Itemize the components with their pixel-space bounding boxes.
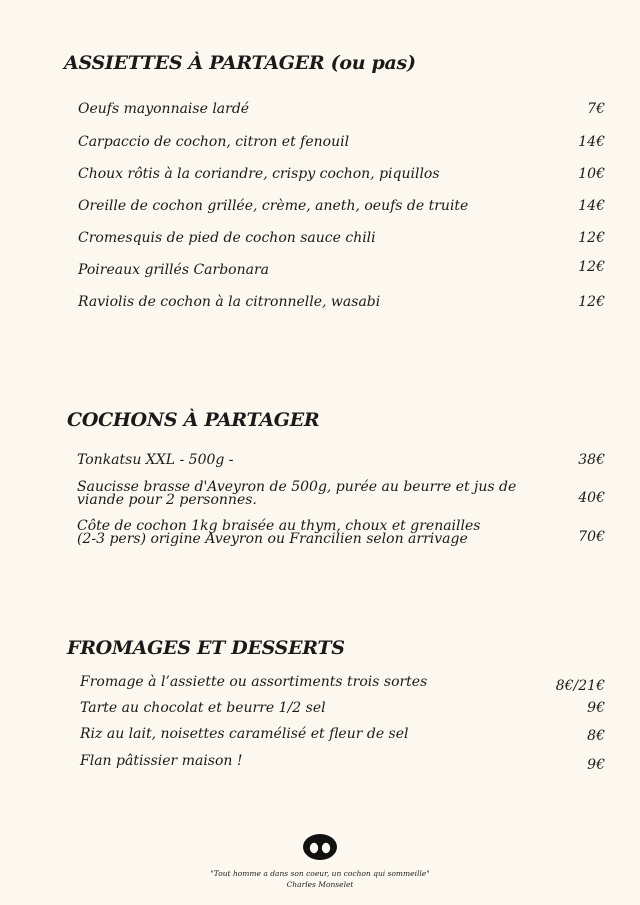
- menu-item-riz-au-lait: Riz au lait, noisettes caramélisé et fleur de sel: [80, 726, 409, 742]
- menu-item-line: Côte de cochon 1kg braisée au thym, choux et grenailles: [77, 518, 481, 534]
- menu-item-tonkatsu: Tonkatsu XXL - 500g -: [77, 452, 234, 468]
- menu-item-cromesquis: Cromesquis de pied de cochon sauce chili: [78, 230, 376, 246]
- menu-item-poireaux-grilles: Poireaux grillés Carbonara: [78, 262, 269, 278]
- footer-quote: "Tout homme a dans son coeur, un cochon qui sommeille": [210, 869, 430, 878]
- menu-item-line: viande pour 2 personnes.: [77, 492, 257, 508]
- menu-item-price: 14€: [578, 198, 605, 214]
- menu-item-price: 9€: [587, 757, 605, 773]
- menu-item-price: 70€: [578, 529, 605, 545]
- menu-item-oeufs-mayonnaise: Oeufs mayonnaise lardé: [78, 101, 250, 117]
- section-title-assiettes: ASSIETTES À PARTAGER (ou pas): [64, 52, 416, 74]
- menu-item-price: 12€: [578, 230, 605, 246]
- menu-item-price: 10€: [578, 166, 605, 182]
- menu-item-raviolis: Raviolis de cochon à la citronnelle, wasabi: [78, 294, 381, 310]
- section-title-fromages-desserts: FROMAGES ET DESSERTS: [67, 637, 345, 659]
- menu-item-price: 14€: [578, 134, 605, 150]
- menu-item-price: 38€: [578, 452, 605, 468]
- menu-item-oreille-de-cochon: Oreille de cochon grillée, crème, aneth, oeufs de truite: [78, 198, 469, 214]
- menu-item-choux-rotis: Choux rôtis à la coriandre, crispy cochon, piquillos: [78, 166, 440, 182]
- menu-item-line: Saucisse brasse d'Aveyron de 500g, purée au beurre et jus de: [77, 479, 517, 495]
- menu-item-flan: Flan pâtissier maison !: [80, 753, 243, 769]
- section-title-cochons: COCHONS À PARTAGER: [67, 409, 320, 431]
- pig-snout-icon: [303, 833, 337, 861]
- footer-quote-author: Charles Monselet: [286, 880, 354, 889]
- menu-item-price: 9€: [587, 700, 605, 716]
- menu-item-carpaccio: Carpaccio de cochon, citron et fenouil: [78, 134, 350, 150]
- menu-item-fromage: Fromage à l’assiette ou assortiments trois sortes: [80, 674, 428, 690]
- menu-item-price: 12€: [578, 294, 605, 310]
- menu-item-tarte-chocolat: Tarte au chocolat et beurre 1/2 sel: [80, 700, 326, 716]
- menu-item-price: 7€: [587, 101, 605, 117]
- menu-item-cote-de-cochon: [77, 520, 480, 546]
- menu-item-saucisse-brasse: [77, 481, 516, 507]
- menu-item-line: (2-3 pers) origine Aveyron ou Francilien selon arrivage: [77, 531, 468, 547]
- menu-item-price: 8€: [587, 728, 605, 744]
- menu-item-price: 8€/21€: [555, 678, 605, 694]
- menu-item-price: 40€: [578, 490, 605, 506]
- menu-item-price: 12€: [578, 259, 605, 275]
